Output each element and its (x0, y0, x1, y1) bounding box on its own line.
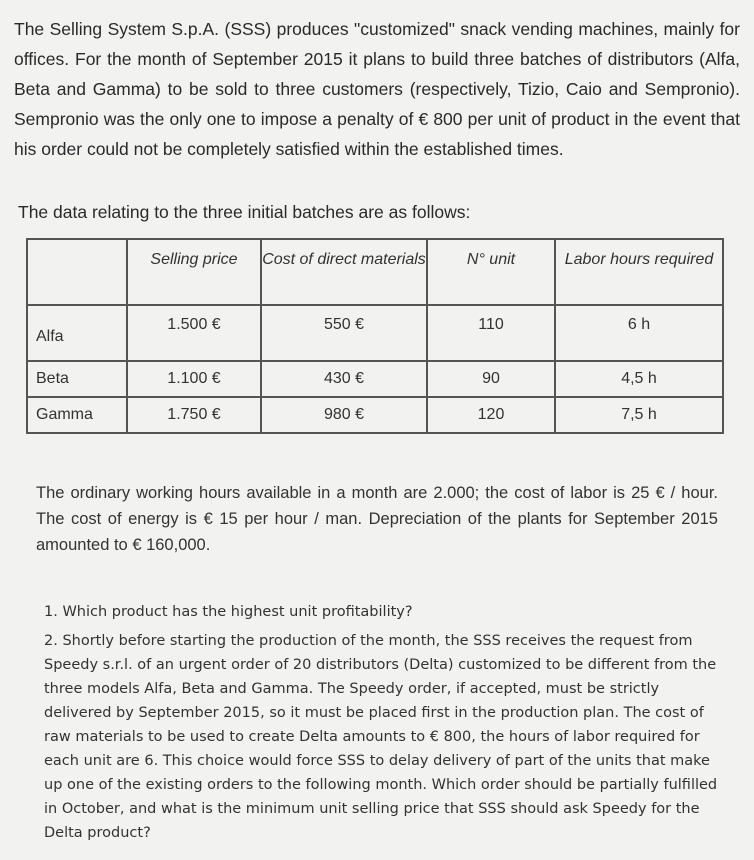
cell-price: 1.100 € (127, 361, 261, 397)
question-1: 1. Which product has the highest unit profitability? (44, 604, 413, 620)
cell-units: 120 (427, 397, 555, 433)
table-row (27, 305, 723, 361)
cell-units: 110 (427, 305, 555, 361)
row-name: Gamma (27, 397, 127, 433)
table-lead-text: The data relating to the three initial batches are as follows: (18, 202, 471, 222)
header-direct-materials: Cost of direct materials (261, 239, 427, 305)
cell-hours: 4,5 h (555, 361, 723, 397)
cost-paragraph (36, 480, 718, 558)
cost-text: The ordinary working hours available in a month are 2.000; the cost of labor is 25 € / hour. The cost of energy is € 15 per hour / man. Depreciation of the plants for September 2015 amounted to € 160,000. (36, 484, 718, 554)
table-header-row (27, 239, 723, 305)
cell-materials: 980 € (261, 397, 427, 433)
table-row (27, 397, 723, 433)
header-selling-price: Selling price (127, 239, 261, 305)
header-units: N° unit (427, 239, 555, 305)
cell-price: 1.500 € (127, 305, 261, 361)
header-empty (27, 239, 127, 305)
row-name: Beta (27, 361, 127, 397)
cell-materials: 550 € (261, 305, 427, 361)
cell-hours: 6 h (555, 305, 723, 361)
intro-paragraph (14, 14, 740, 164)
row-name: Alfa (27, 305, 127, 361)
table-row (27, 361, 723, 397)
cell-hours: 7,5 h (555, 397, 723, 433)
questions-list (44, 600, 724, 850)
cell-units: 90 (427, 361, 555, 397)
batch-data-table (26, 238, 724, 434)
intro-text: The Selling System S.p.A. (SSS) produces "customized" snack vending machines, mainly for offices. For the month of September 2015 it plans to build three batches of distributors (Alfa, Beta and Gamma) to be sold to three customers (respectively, Tizio, Caio and Sempronio). Sempronio was the only one to impose a penalty of € 800 per unit of product in the event that his order could not be completely satisfied within the established times. (14, 19, 740, 159)
question-2: 2. Shortly before starting the production of the month, the SSS receives the request from Speedy s.r.l. of an urgent order of 20 distributors (Delta) customized to be different from the three models Alfa, Beta and Gamma. The Speedy order, if accepted, must be strictly delivered by September 2015, so it must be placed first in the production plan. The cost of raw materials to be used to create Delta amounts to € 800, the hours of labor required for each unit are 6. This choice would force SSS to delay delivery of part of the units that make up one of the existing orders to the following month. Which order should be partially fulfilled in October, and what is the minimum unit selling price that SSS should ask Speedy for the Delta product? (44, 633, 718, 841)
header-labor-hours: Labor hours required (555, 239, 723, 305)
cell-price: 1.750 € (127, 397, 261, 433)
cell-materials: 430 € (261, 361, 427, 397)
